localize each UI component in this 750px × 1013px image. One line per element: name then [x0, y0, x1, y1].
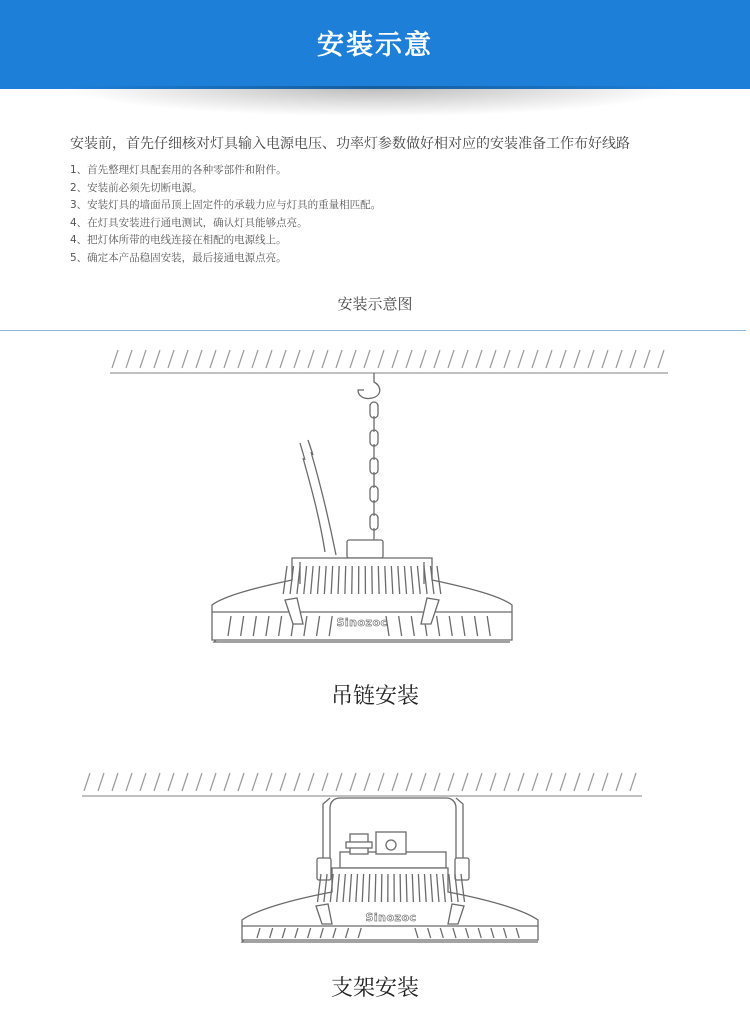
step-item: 4、把灯体所带的电线连接在相配的电源线上。 — [70, 234, 287, 247]
caption-chain-mount: 吊链安装 — [330, 684, 419, 709]
step-item: 1、首先整理灯具配套用的各种零部件和附件。 — [70, 164, 287, 176]
page-title: 安装示意 — [317, 30, 433, 61]
section-divider — [0, 330, 746, 331]
ceiling — [110, 350, 668, 373]
power-cable — [300, 440, 336, 555]
brand-logo: Sinozoc — [336, 616, 388, 629]
chain-mount-illustration — [0, 340, 750, 660]
step-item: 3、安装灯具的墙面吊顶上固定件的承载力应与灯具的重量相匹配。 — [70, 199, 382, 212]
brand-logo: Sinozoc — [365, 911, 417, 924]
lamp-body — [212, 540, 512, 642]
ceiling — [82, 773, 642, 796]
step-item: 2、安装前必须先切断电源。 — [70, 181, 203, 194]
diagram-title: 安装示意图 — [337, 295, 413, 313]
chain — [370, 402, 378, 544]
lamp-body — [242, 868, 538, 942]
install-steps — [70, 162, 381, 268]
step-item: 5、确定本产品稳固安装，最后接通电源点亮。 — [70, 251, 287, 264]
header-banner — [0, 0, 750, 89]
driver-box — [340, 832, 446, 868]
bracket-mount-illustration — [0, 760, 750, 960]
step-item: 4、在灯具安装进行通电测试，确认灯具能够点亮。 — [70, 216, 308, 229]
intro-text: 安装前，首先仔细核对灯具输入电源电压、功率灯参数做好相对应的安装准备工作布好线路 — [70, 136, 630, 152]
caption-bracket-mount: 支架安装 — [330, 976, 419, 1001]
hook-icon — [358, 373, 380, 399]
banner-shadow — [70, 86, 680, 116]
